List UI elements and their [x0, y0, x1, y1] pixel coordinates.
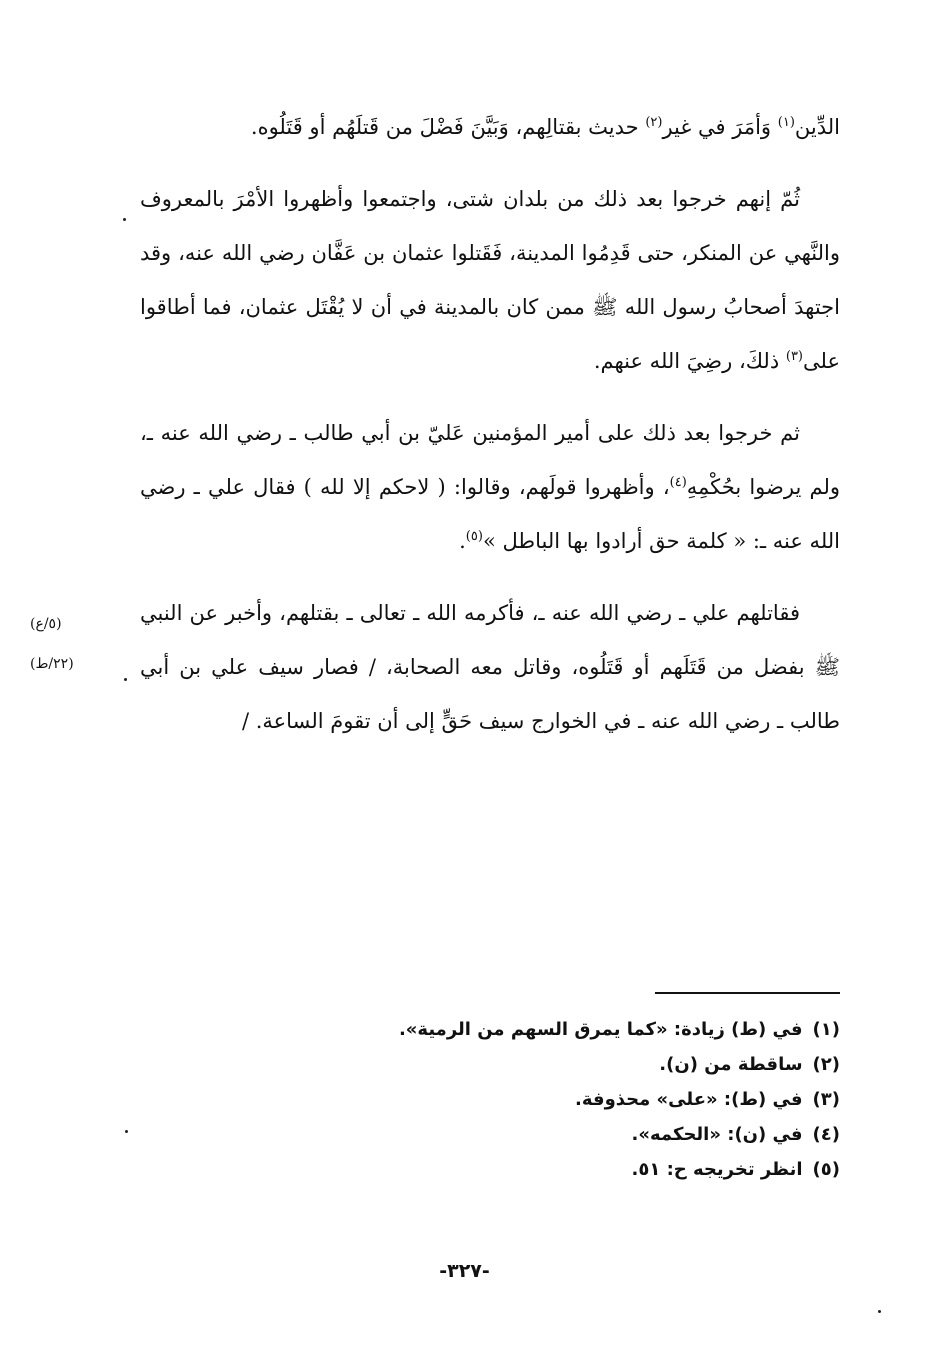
scan-speck [123, 218, 126, 221]
footnote-ref-3[interactable]: (٣) [785, 349, 803, 364]
margin-note-manuscript-a: (٥/ع) [30, 616, 62, 632]
text-span: فقاتلهم علي ـ رضي الله عنه ـ، فأكرمه الله ـ تعالى ـ بقتلهم، وأخبر عن النبي ﷺ بفضل من قَتَلَهم أو قَتَلُوه، وقاتل معه الصحابة، / فصار سيف علي بن أبي طالب ـ رضي الله عنه ـ في الخوارج سيف حَقٍّ إلى أن تقومَ الساعة. / [140, 601, 840, 733]
margin-note-manuscript-b: (٢٢/ط) [30, 656, 74, 672]
footnote-number: (٣) [812, 1089, 840, 1110]
scan-speck [125, 1130, 128, 1133]
footnote-2 [300, 1047, 840, 1082]
text-span: ثم خرجوا بعد ذلك على أمير المؤمنين عَليّ بن أبي طالب ـ رضي الله عنه ـ، ولم يرضوا بحُكْمِهِ [140, 421, 840, 499]
footnotes [300, 1012, 840, 1187]
footnote-ref-1[interactable]: (١) [777, 115, 795, 130]
footnote-5 [300, 1152, 840, 1187]
paragraph-4 [140, 586, 840, 748]
footnote-text: ساقطة من (ن). [659, 1054, 803, 1075]
paragraph-2 [140, 172, 840, 388]
footnote-text: في (ط) زيادة: «كما يمرق السهم من الرمية». [398, 1019, 803, 1040]
footnote-4 [300, 1117, 840, 1152]
text-span: حديث بقتالِهم، وَبَيَّنَ فَضْلَ من قَتلَهُم أو قَتَلُوه. [250, 115, 646, 139]
text-span: وَأمَرَ في غير [662, 115, 778, 139]
paragraph-3 [140, 406, 840, 568]
footnote-text: في (ط): «على» محذوفة. [575, 1089, 803, 1110]
footnote-ref-5[interactable]: (٥) [465, 529, 483, 544]
footnote-number: (٤) [812, 1124, 840, 1145]
footnote-number: (٢) [812, 1054, 840, 1075]
text-span: ذلكَ، رضِيَ الله عنهم. [593, 349, 786, 373]
scan-speck [124, 678, 127, 681]
footnote-text: في (ن): «الحكمه». [631, 1124, 803, 1145]
scan-speck [878, 1310, 881, 1313]
text-span: . [459, 529, 466, 553]
page-number: -٣٢٧- [439, 1260, 490, 1282]
footnote-separator [655, 992, 840, 994]
paragraph-1 [140, 100, 840, 154]
footnote-3 [300, 1082, 840, 1117]
footnote-text: انظر تخريجه ح: ٥١. [631, 1159, 803, 1180]
footnote-ref-2[interactable]: (٢) [645, 115, 663, 130]
text-span: ثُمّ إنهم خرجوا بعد ذلك من بلدان شتى، واجتمعوا وأظهروا الأمْرَ بالمعروف والنَّهي عن المنكر، حتى قَدِمُوا المدينة، فَقَتلوا عثمان بن عَفَّان رضي الله عنه، وقد اجتهدَ أصحابُ رسول الله ﷺ ممن كان بالمدينة في أن لا يُقْتَل عثمان، فما أطاقوا على [140, 187, 840, 373]
footnote-1 [300, 1012, 840, 1047]
text-span: ، وأظهروا قولَهم، وقالوا: ( لاحكم إلا لله ) فقال علي ـ رضي الله عنه ـ: « كلمة حق أرادوا بها الباطل » [140, 475, 840, 553]
footnote-ref-4[interactable]: (٤) [669, 475, 687, 490]
footnote-number: (١) [812, 1019, 840, 1040]
main-text [140, 100, 840, 766]
footnote-number: (٥) [812, 1159, 840, 1180]
text-span: الدِّين [794, 115, 840, 139]
